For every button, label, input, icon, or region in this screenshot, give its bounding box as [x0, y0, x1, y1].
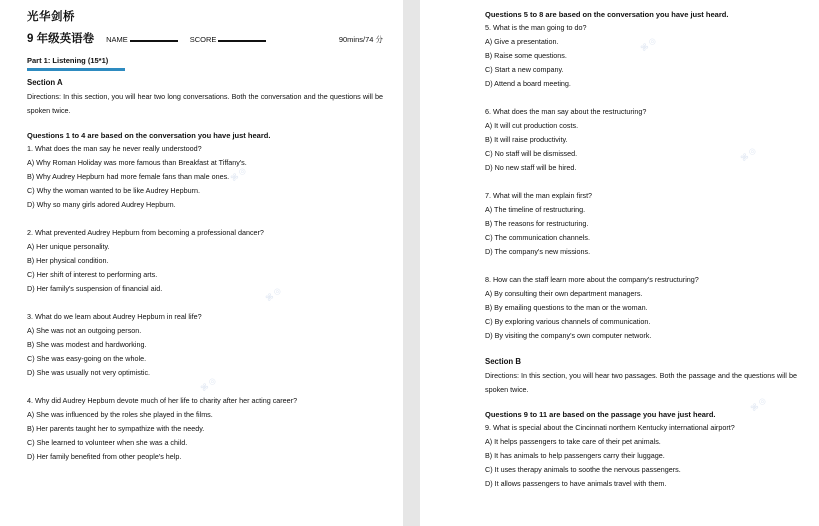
answer-option: B) The reasons for restructuring.: [485, 219, 589, 228]
answer-option: A) Why Roman Holiday was more famous than Breakfast at Tiffany's.: [27, 158, 247, 167]
question-group-title: Questions 5 to 8 are based on the conversation you have just heard.: [485, 10, 729, 19]
answer-option: B) Her parents taught her to sympathize with the needy.: [27, 424, 205, 433]
exam-time: 90mins/74 分: [338, 35, 383, 44]
name-label: NAME: [106, 35, 128, 44]
answer-option: D) Her family's suspension of financial aid.: [27, 284, 163, 293]
question-block: [27, 310, 383, 380]
question-block: [485, 273, 797, 343]
question-block: [485, 21, 797, 91]
question-stem: 7. What will the man explain first?: [485, 191, 593, 200]
answer-option: D) No new staff will be hired.: [485, 163, 577, 172]
question-stem: 2. What prevented Audrey Hepburn from becoming a professional dancer?: [27, 228, 264, 237]
answer-option: A) Give a presentation.: [485, 37, 559, 46]
answer-option: A) She was not an outgoing person.: [27, 326, 142, 335]
watermark-logo: ⌘ ◎: [229, 165, 248, 184]
watermark-logo: ⌘ ◎: [749, 395, 768, 414]
question-block: [27, 226, 383, 296]
answer-option: D) Why so many girls adored Audrey Hepburn.: [27, 200, 176, 209]
answer-option: C) She learned to volunteer when she was a child.: [27, 438, 188, 447]
question-group-title: Questions 9 to 11 are based on the passage you have just heard.: [485, 410, 716, 419]
question-stem: 1. What does the man say he never really understood?: [27, 144, 202, 153]
answer-option: B) Why Audrey Hepburn had more female fans than male ones.: [27, 172, 230, 181]
watermark-logo: ⌘ ◎: [739, 145, 758, 164]
answer-option: D) Her family benefited from other people's help.: [27, 452, 182, 461]
answer-option: A) She was influenced by the roles she played in the films.: [27, 410, 213, 419]
answer-option: B) By emailing questions to the man or the woman.: [485, 303, 648, 312]
answer-option: A) The timeline of restructuring.: [485, 205, 586, 214]
question-block: [485, 105, 797, 175]
question-group-title: Questions 1 to 4 are based on the conversation you have just heard.: [27, 131, 271, 140]
answer-option: A) Her unique personality.: [27, 242, 110, 251]
question-stem: 9. What is special about the Cincinnati northern Kentucky international airport?: [485, 423, 735, 432]
answer-option: C) Start a new company.: [485, 65, 564, 74]
section-b-title: Section B: [485, 357, 521, 366]
answer-option: D) It allows passengers to have animals travel with them.: [485, 479, 667, 488]
question-block: [27, 394, 383, 464]
page-right: [420, 0, 819, 526]
section-a-directions: Directions: In this section, you will hear two long conversations. Both the conversation and the questions will be spoken twice.: [27, 92, 383, 115]
question-block: [485, 189, 797, 259]
question-stem: 4. Why did Audrey Hepburn devote much of her life to charity after her acting career?: [27, 396, 298, 405]
answer-option: A) It helps passengers to take care of their pet animals.: [485, 437, 661, 446]
answer-option: D) She was usually not very optimistic.: [27, 368, 151, 377]
question-stem: 8. How can the staff learn more about the company's restructuring?: [485, 275, 699, 284]
question-stem: 6. What does the man say about the restructuring?: [485, 107, 647, 116]
answer-option: B) Raise some questions.: [485, 51, 567, 60]
answer-option: B) It will raise productivity.: [485, 135, 568, 144]
answer-option: C) By exploring various channels of communication.: [485, 317, 651, 326]
question-block: [27, 142, 383, 212]
answer-option: C) The communication channels.: [485, 233, 590, 242]
answer-option: A) It will cut production costs.: [485, 121, 579, 130]
answer-option: B) It has animals to help passengers carry their luggage.: [485, 451, 665, 460]
part-underline: [27, 68, 125, 71]
answer-option: D) Attend a board meeting.: [485, 79, 571, 88]
watermark-logo: ⌘ ◎: [264, 285, 283, 304]
answer-option: D) The company's new missions.: [485, 247, 591, 256]
exam-header: [27, 30, 383, 46]
school-name: 光华剑桥: [27, 11, 75, 23]
watermark-logo: ⌘ ◎: [639, 35, 658, 54]
score-blank: [218, 33, 266, 42]
score-label: SCORE: [189, 35, 217, 44]
exam-title: 9 年级英语卷: [27, 33, 95, 45]
answer-option: A) By consulting their own department managers.: [485, 289, 643, 298]
question-stem: 3. What do we learn about Audrey Hepburn in real life?: [27, 312, 202, 321]
question-block: [485, 421, 797, 491]
section-a-title: Section A: [27, 78, 63, 87]
part-title: Part 1: Listening (15*1): [27, 56, 109, 65]
answer-option: C) It uses therapy animals to soothe the nervous passengers.: [485, 465, 681, 474]
answer-option: C) She was easy-going on the whole.: [27, 354, 147, 363]
answer-option: C) Why the woman wanted to be like Audrey Hepburn.: [27, 186, 200, 195]
answer-option: B) She was modest and hardworking.: [27, 340, 147, 349]
page-left: [0, 0, 403, 526]
answer-option: C) Her shift of interest to performing arts.: [27, 270, 158, 279]
question-stem: 5. What is the man going to do?: [485, 23, 587, 32]
answer-option: D) By visiting the company's own computer network.: [485, 331, 652, 340]
section-b-directions: Directions: In this section, you will hear two passages. Both the passage and the questions will be spoken twice.: [485, 371, 797, 394]
name-blank: [130, 33, 178, 42]
answer-option: C) No staff will be dismissed.: [485, 149, 578, 158]
answer-option: B) Her physical condition.: [27, 256, 109, 265]
watermark-logo: ⌘ ◎: [199, 375, 218, 394]
